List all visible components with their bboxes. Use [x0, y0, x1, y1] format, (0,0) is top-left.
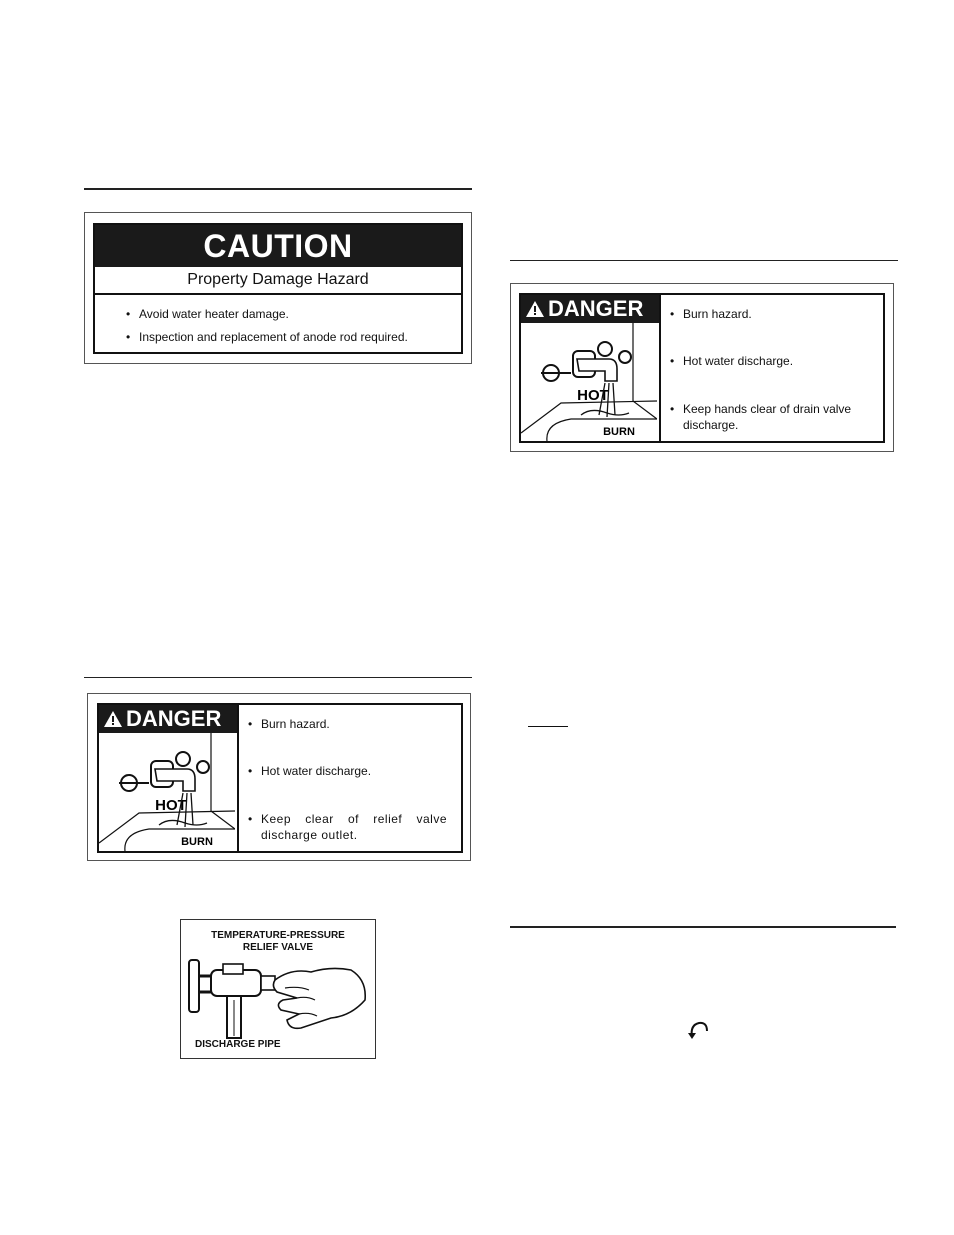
section-rule-top-left — [84, 188, 472, 190]
hot-water-burn-pictogram — [521, 323, 657, 441]
danger-bullet: • Keep clear of relief valve discharge outlet. — [261, 811, 447, 843]
danger-bullet: • Hot water discharge. — [261, 763, 447, 779]
counterclockwise-arrow-icon — [688, 1019, 710, 1039]
caution-bullet: • Inspection and replacement of anode rod required. — [139, 326, 461, 349]
danger-bullet: • Hot water discharge. — [683, 353, 869, 369]
discharge-pipe-label: DISCHARGE PIPE — [195, 1039, 281, 1050]
section-rule-mid-left — [84, 677, 472, 678]
burn-text: BURN — [603, 426, 635, 438]
burn-text: BURN — [181, 836, 213, 848]
danger-bullet: • Keep hands clear of drain valve discharge. — [683, 401, 869, 433]
caution-bullet: • Avoid water heater damage. — [139, 303, 461, 326]
tp-valve-title-line: RELIEF VALVE — [242, 942, 314, 953]
warning-triangle-icon — [525, 300, 545, 318]
danger-signal-word-bar — [521, 295, 659, 323]
danger-pictogram-panel — [99, 705, 239, 851]
danger-label-frame — [97, 703, 463, 853]
danger-signal-word-bar — [99, 705, 237, 733]
relief-valve-hand-illustration — [181, 920, 375, 1058]
danger-signal-word: DANGER — [126, 706, 222, 731]
danger-bullet: • Burn hazard. — [683, 306, 869, 322]
danger-label-frame — [519, 293, 885, 443]
caution-hazard-title: Property Damage Hazard — [95, 267, 461, 295]
warning-triangle-icon — [103, 710, 123, 728]
hot-text: HOT — [155, 797, 187, 814]
caution-label-frame — [93, 223, 463, 354]
caution-bullet-list — [95, 295, 461, 349]
section-rule-top-right — [510, 260, 898, 261]
caution-signal-word: CAUTION — [95, 225, 461, 267]
danger-label-relief-valve — [87, 693, 471, 861]
hot-text: HOT — [577, 387, 609, 404]
caution-label — [84, 212, 472, 364]
hot-water-burn-pictogram — [99, 733, 235, 851]
danger-bullet-list — [239, 705, 461, 851]
tp-valve-title-line: TEMPERATURE-PRESSURE — [211, 930, 345, 941]
danger-pictogram-panel — [521, 295, 661, 441]
danger-signal-word: DANGER — [548, 296, 644, 321]
section-rule-bottom-right — [510, 926, 896, 928]
danger-label-drain-valve — [510, 283, 894, 452]
heading-underline — [528, 726, 568, 727]
danger-bullet: • Burn hazard. — [261, 716, 447, 732]
danger-bullet-list — [661, 295, 883, 441]
tp-relief-valve-figure — [180, 919, 376, 1059]
